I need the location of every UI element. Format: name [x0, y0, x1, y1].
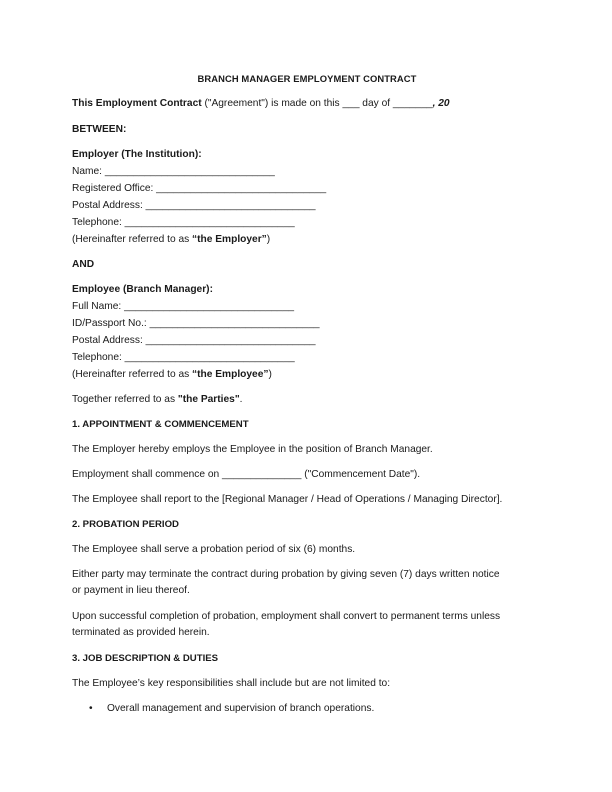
- employer-reference: [72, 233, 270, 246]
- section-heading: 3. JOB DESCRIPTION & DUTIES: [72, 653, 219, 664]
- employer-ref-prefix: (Hereinafter referred to as: [72, 234, 193, 245]
- employee-ref-suffix: ): [268, 369, 272, 380]
- intro-rest: ("Agreement") is made on this ___ day of _______: [201, 98, 433, 109]
- section-paragraph: Employment shall commence on ______________ ("Commencement Date").: [72, 469, 421, 480]
- together-suffix: .: [239, 394, 243, 405]
- together-paragraph: [72, 393, 243, 406]
- employer-office-field: Registered Office: ______________________________: [72, 183, 327, 194]
- intro-bold: This Employment Contract: [72, 98, 202, 109]
- employer-ref-bold: “the Employer”: [192, 234, 267, 245]
- employee-id-field: ID/Passport No.: ______________________________: [72, 318, 320, 329]
- employer-name-field: Name: ______________________________: [72, 166, 275, 177]
- and-heading: AND: [72, 259, 95, 270]
- section-paragraph: terminated as provided herein.: [72, 627, 210, 638]
- section-heading: 1. APPOINTMENT & COMMENCEMENT: [72, 419, 249, 430]
- document-title: BRANCH MANAGER EMPLOYMENT CONTRACT: [197, 73, 417, 84]
- employee-ref-bold: “the Employee”: [192, 369, 269, 380]
- employee-postal-field: Postal Address: ______________________________: [72, 335, 316, 346]
- employee-telephone-field: Telephone: ______________________________: [72, 352, 295, 363]
- employee-fullname-field: Full Name: ______________________________: [72, 301, 295, 312]
- employee-reference: [72, 368, 272, 381]
- section-paragraph: or payment in lieu thereof.: [72, 585, 190, 596]
- employee-ref-prefix: (Hereinafter referred to as: [72, 369, 193, 380]
- list-item-text: Overall management and supervision of branch operations.: [107, 703, 375, 714]
- section-paragraph: Upon successful completion of probation, employment shall convert to permanent terms unless: [72, 611, 501, 622]
- section-paragraph: The Employee shall serve a probation period of six (6) months.: [72, 544, 356, 555]
- intro-paragraph: [72, 97, 450, 110]
- employer-ref-suffix: ): [266, 234, 271, 245]
- section-heading: 2. PROBATION PERIOD: [72, 519, 179, 530]
- together-prefix: Together referred to as: [72, 394, 178, 405]
- between-heading: BETWEEN:: [72, 124, 127, 135]
- list-item: [72, 702, 542, 715]
- employee-heading: Employee (Branch Manager):: [72, 284, 213, 295]
- section-paragraph: Either party may terminate the contract during probation by giving seven (7) days written notice: [72, 569, 500, 580]
- employer-telephone-field: Telephone: ______________________________: [72, 217, 295, 228]
- section-paragraph: The Employer hereby employs the Employee in the position of Branch Manager.: [72, 444, 433, 455]
- intro-year: , 20: [432, 98, 450, 109]
- section-paragraph: The Employee’s key responsibilities shall include but are not limited to:: [72, 678, 391, 689]
- employer-heading: Employer (The Institution):: [72, 149, 202, 160]
- bullet-icon: •: [89, 703, 93, 714]
- together-bold: "the Parties": [177, 394, 240, 405]
- employer-postal-field: Postal Address: ______________________________: [72, 200, 316, 211]
- section-paragraph: The Employee shall report to the [Regional Manager / Head of Operations / Managing Director].: [72, 494, 503, 505]
